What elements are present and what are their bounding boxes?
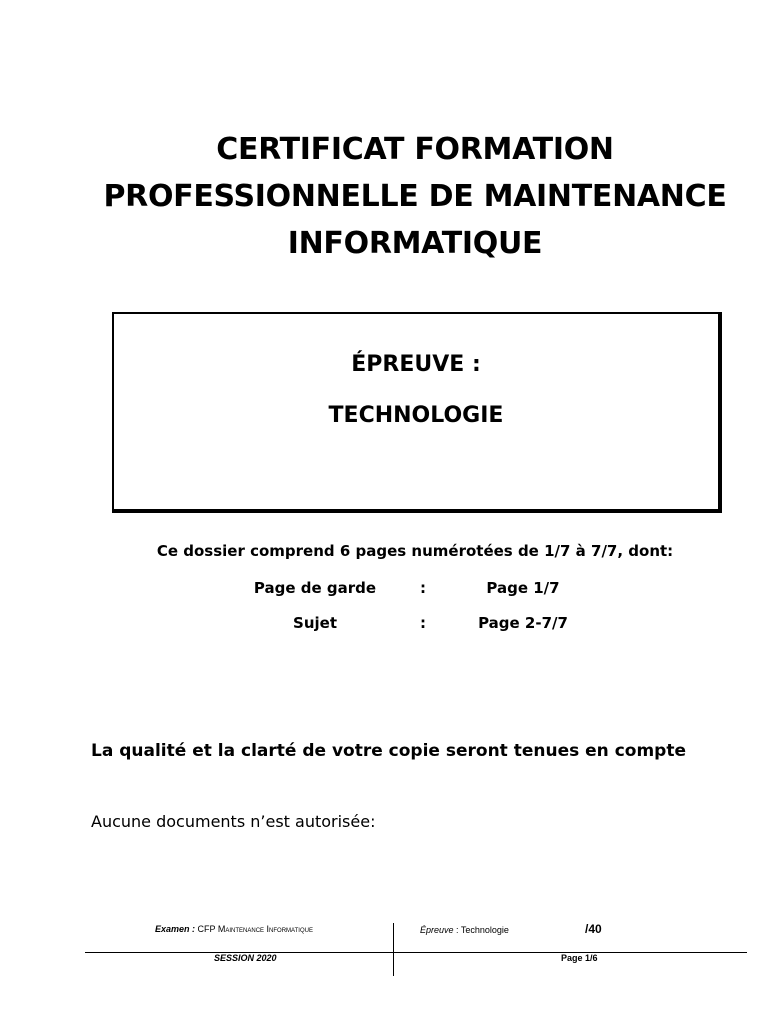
info-label: Page de garde <box>253 579 377 597</box>
footer-exam-label: Examen : <box>155 924 196 934</box>
title-line-3: INFORMATIQUE <box>287 226 543 261</box>
title-line-2: PROFESSIONNELLE DE MAINTENANCE <box>103 179 727 214</box>
footer-column-divider <box>393 923 394 976</box>
footer-epreuve <box>420 925 509 935</box>
page-footer <box>0 915 768 985</box>
info-value: Page 1/7 <box>486 579 560 597</box>
footer-page-number: Page 1/6 <box>561 953 598 963</box>
footer-epreuve-value: : Technologie <box>456 925 509 935</box>
info-value: Page 2-7/7 <box>478 614 568 632</box>
footer-exam-value: CFP Maintenance Informatique <box>197 924 313 934</box>
exam-subject: TECHNOLOGIE <box>328 403 504 428</box>
info-label: Sujet <box>293 614 337 632</box>
footer-epreuve-label: Épreuve <box>420 925 454 935</box>
exam-label: ÉPREUVE : <box>351 352 481 377</box>
info-separator: : <box>420 579 426 597</box>
title-line-1: CERTIFICAT FORMATION <box>216 132 614 167</box>
document-title <box>60 126 768 267</box>
footer-session: SESSION 2020 <box>214 953 277 963</box>
quality-note: La qualité et la clarté de votre copie seront tenues en compte <box>91 741 686 761</box>
info-separator: : <box>420 614 426 632</box>
footer-exam <box>155 924 313 934</box>
footer-divider <box>85 952 747 953</box>
documents-note: Aucune documents n’est autorisée: <box>91 812 376 831</box>
footer-score: /40 <box>585 922 602 936</box>
dossier-intro: Ce dossier comprend 6 pages numérotées de 1/7 à 7/7, dont: <box>156 542 674 560</box>
